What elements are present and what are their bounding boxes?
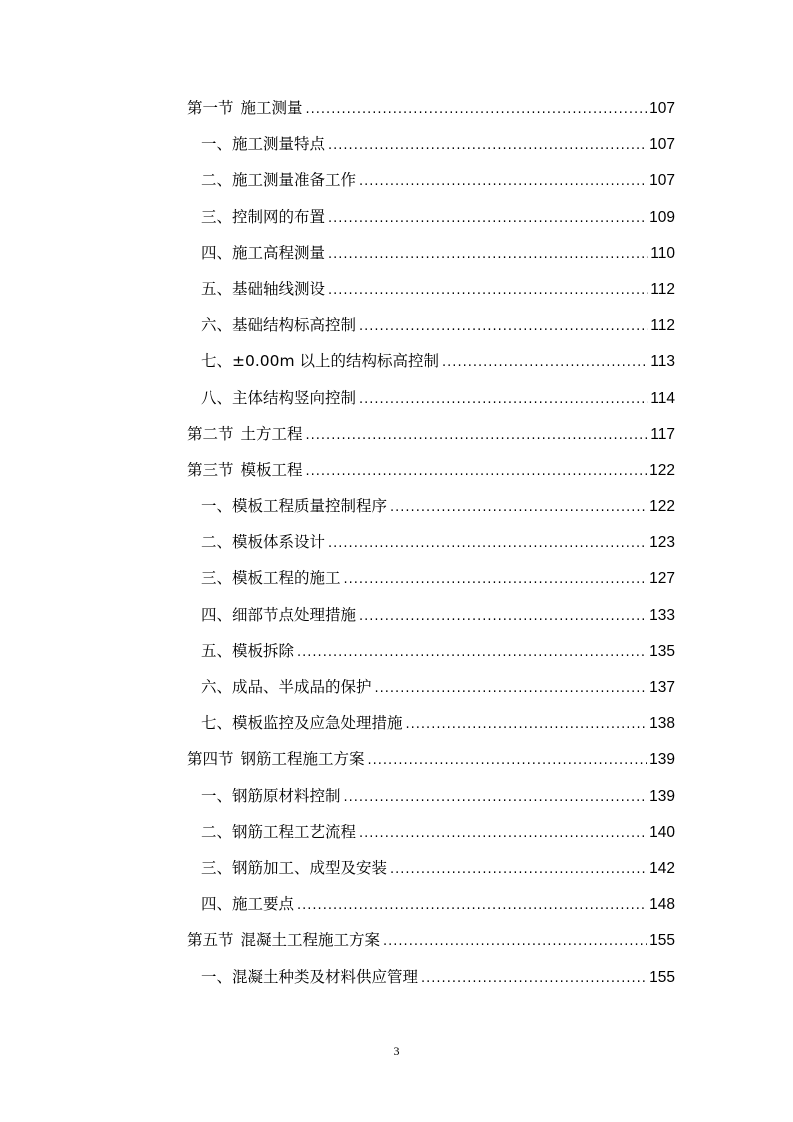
toc-entry-number: 第二节 (187, 424, 234, 443)
toc-entry-page: 107 (649, 100, 675, 117)
toc-entry-page: 123 (649, 534, 675, 552)
toc-entry-number: 五、 (201, 279, 233, 298)
toc-entry-title: 施工要点 (232, 895, 295, 914)
dot-leader (328, 128, 647, 164)
dot-leader (297, 635, 647, 671)
toc-entry-page: 112 (650, 317, 675, 335)
dot-leader (359, 164, 647, 200)
dot-leader (359, 382, 648, 418)
dot-leader (383, 924, 647, 960)
toc-entry-title: 施工测量特点 (232, 135, 326, 154)
toc-entry[interactable] (187, 741, 675, 777)
toc-entry-title: 模板工程 (240, 460, 303, 479)
toc-entry-page: 122 (649, 461, 675, 479)
toc-entry-page: 137 (649, 679, 675, 696)
toc-entry-title: 模板监控及应急处理措施 (232, 714, 403, 733)
toc-entry-title: 混凝土工程施工方案 (240, 931, 381, 950)
toc-entry-page: 139 (649, 787, 675, 805)
toc-entry-number: 二、 (201, 822, 233, 841)
toc-entry-number: 一、 (201, 786, 233, 805)
toc-entry[interactable] (187, 90, 675, 126)
toc-entry-number: 第三节 (187, 460, 234, 479)
page-number: 3 (393, 1044, 400, 1058)
toc-entry-number: 一、 (201, 497, 233, 516)
toc-entry-page: 155 (649, 932, 675, 950)
dot-leader (359, 816, 647, 852)
toc-entry-title: 模板工程质量控制程序 (232, 497, 388, 516)
toc-entry[interactable] (187, 343, 675, 379)
dot-leader (421, 961, 647, 997)
toc-entry-title: 施工测量准备工作 (232, 171, 357, 190)
toc-entry[interactable] (187, 778, 675, 814)
toc-entry[interactable] (187, 126, 675, 162)
toc-entry-page: 148 (649, 896, 675, 914)
toc-entry-number: 八、 (201, 388, 233, 407)
toc-entry-number: 二、 (201, 533, 233, 552)
toc-entry[interactable] (187, 922, 675, 958)
dot-leader (390, 852, 647, 888)
toc-entry-page: 139 (649, 751, 675, 769)
toc-entry-title: 混凝土种类及材料供应管理 (232, 967, 419, 986)
toc-entry-title: 基础结构标高控制 (232, 316, 357, 335)
toc-entry-number: 三、 (201, 207, 233, 226)
dot-leader (359, 309, 648, 345)
toc-entry-number: 二、 (201, 171, 233, 190)
toc-entry-number: 七、 (201, 714, 233, 733)
toc-entry-page: 117 (650, 425, 675, 443)
toc-entry-title: 成品、半成品的保护 (232, 678, 372, 696)
toc-entry[interactable] (187, 235, 675, 271)
toc-entry-number: 第四节 (187, 750, 234, 769)
dot-leader (359, 599, 647, 635)
toc-entry[interactable] (187, 814, 675, 850)
toc-entry-title: 钢筋工程工艺流程 (232, 822, 357, 841)
toc-entry[interactable] (187, 380, 675, 416)
dot-leader (368, 743, 648, 779)
toc-entry[interactable] (187, 669, 675, 705)
toc-entry[interactable] (187, 416, 675, 452)
toc-entry-number: 六、 (201, 678, 233, 696)
dot-leader (406, 707, 648, 743)
dot-leader (442, 345, 648, 381)
toc-entry[interactable] (187, 162, 675, 198)
toc-entry-page: 109 (649, 208, 675, 226)
toc-entry-page: 113 (650, 353, 675, 371)
dot-leader (344, 562, 648, 598)
toc-entry[interactable] (187, 886, 675, 922)
toc-entry-number: 第五节 (187, 931, 234, 950)
dot-leader (328, 201, 647, 237)
dot-leader (375, 671, 648, 707)
toc-entry-number: 第一节 (187, 99, 234, 117)
dot-leader (328, 273, 648, 309)
toc-entry[interactable] (187, 524, 675, 560)
dot-leader (328, 237, 648, 273)
dot-leader (297, 888, 647, 924)
toc-entry-page: 122 (649, 498, 675, 516)
toc-entry-page: 133 (649, 606, 675, 624)
toc-entry-page: 127 (649, 570, 675, 588)
toc-entry-number: 五、 (201, 641, 233, 660)
toc-entry-number: 七、 (201, 352, 233, 371)
toc-entry-page: 107 (649, 172, 675, 190)
toc-entry-number: 六、 (201, 316, 233, 335)
toc-entry[interactable] (187, 850, 675, 886)
dot-leader (306, 418, 649, 454)
toc-entry-number: 一、 (201, 135, 233, 154)
toc-entry-number: 三、 (201, 858, 233, 877)
toc-entry-page: 142 (649, 859, 675, 877)
toc-entry[interactable] (187, 633, 675, 669)
toc-entry[interactable] (187, 271, 675, 307)
toc-entry-page: 110 (650, 244, 675, 262)
toc-entry[interactable] (187, 560, 675, 596)
toc-entry-page: 155 (649, 968, 675, 986)
toc-entry-page: 114 (650, 389, 675, 407)
toc-entry-title: 细部节点处理措施 (232, 605, 357, 624)
dot-leader (306, 92, 648, 128)
toc-entry-page: 140 (649, 823, 675, 841)
toc-entry-title: 模板体系设计 (232, 533, 326, 552)
toc-entry[interactable] (187, 597, 675, 633)
toc-entry-title: 施工高程测量 (232, 243, 326, 262)
toc-entry-title: 模板拆除 (232, 641, 295, 660)
toc-entry[interactable] (187, 199, 675, 235)
toc-entry-title: ±0.00m 以上的结构标高控制 (232, 352, 440, 371)
toc-entry-number: 四、 (201, 605, 233, 624)
toc-entry-title: 施工测量 (240, 99, 303, 117)
toc-entry-page: 135 (649, 642, 675, 660)
toc-entry-title: 钢筋原材料控制 (232, 786, 341, 805)
toc-entry-title: 钢筋工程施工方案 (240, 750, 365, 769)
toc-entry-title: 主体结构竖向控制 (232, 388, 357, 407)
toc-entry[interactable] (187, 705, 675, 741)
toc-entry-number: 四、 (201, 895, 233, 914)
toc-entry-page: 138 (649, 715, 675, 733)
toc-entry-number: 三、 (201, 569, 233, 588)
toc-entry-page: 107 (649, 136, 675, 154)
toc-entry[interactable] (187, 488, 675, 524)
toc-entry[interactable] (187, 307, 675, 343)
dot-leader (344, 780, 648, 816)
dot-leader (328, 526, 647, 562)
toc-entry-title: 钢筋加工、成型及安装 (232, 858, 388, 877)
table-of-contents (187, 90, 675, 995)
toc-entry[interactable] (187, 452, 675, 488)
toc-entry-number: 四、 (201, 243, 233, 262)
toc-entry-number: 一、 (201, 967, 233, 986)
dot-leader (306, 454, 648, 490)
toc-entry-title: 土方工程 (240, 424, 303, 443)
toc-entry[interactable] (187, 959, 675, 995)
toc-entry-title: 控制网的布置 (232, 207, 326, 226)
toc-entry-title: 模板工程的施工 (232, 569, 341, 588)
toc-entry-title: 基础轴线测设 (232, 279, 326, 298)
toc-entry-page: 112 (650, 280, 675, 298)
dot-leader (390, 490, 647, 526)
